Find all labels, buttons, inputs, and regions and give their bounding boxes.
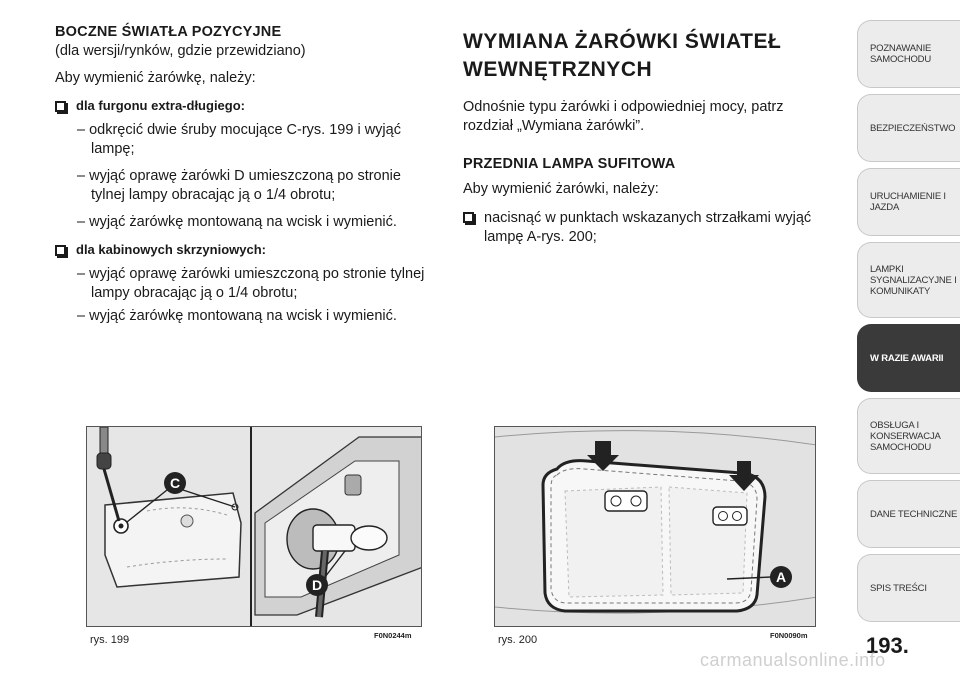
tab-label: URUCHAMIENIE I JAZDA [870, 191, 946, 213]
instruction-text: Aby wymienić żarówki, należy: [463, 181, 659, 197]
step-item: – wyjąć żarówkę montowaną na wcisk i wymienić. [77, 214, 397, 230]
bullet-label: dla kabinowych skrzyniowych: [76, 242, 266, 257]
tab-obsluga-i-konserwacja[interactable] [857, 398, 960, 474]
heading-line: WEWNĘTRZNYCH [463, 58, 653, 81]
bullet-cab-chassis [55, 242, 435, 257]
figure-199-code: F0N0244m [374, 631, 412, 640]
chapter-tabs [857, 20, 960, 628]
callout-d-label: D [311, 577, 323, 593]
tab-label: BEZPIECZEŃSTWO [870, 122, 956, 134]
tab-label: SPIS TREŚCI [870, 582, 927, 594]
figure-200-code: F0N0090m [770, 631, 808, 640]
subheading-front-ceiling-lamp: PRZEDNIA LAMPA SUFITOWA [463, 156, 676, 172]
checkbox-bullet-icon [55, 101, 66, 112]
checkbox-bullet-icon [55, 245, 66, 256]
step-item: – odkręcić dwie śruby mocujące C-rys. 199 i wyjąć lampę; [77, 122, 401, 157]
figure-200 [494, 426, 816, 627]
section-heading-side-lights: BOCZNE ŚWIATŁA POZYCYJNE [55, 24, 282, 40]
bullet-extra-long-van [55, 98, 435, 113]
tab-lampki-sygnalizacyjne[interactable] [857, 242, 960, 318]
tab-label: OBSŁUGA I KONSERWACJA SAMOCHODU [870, 419, 941, 453]
bullet-text: nacisnąć w punktach wskazanych strzałkami wyjąć lampę A-rys. 200; [484, 210, 812, 245]
callout-c-label: C [169, 475, 181, 491]
step-item: – wyjąć żarówkę montowaną na wcisk i wymienić. [77, 308, 397, 324]
tab-uruchamienie-i-jazda[interactable] [857, 168, 960, 236]
availability-note: (dla wersji/rynków, gdzie przewidziano) [55, 43, 306, 59]
ceiling-lamp-illustration [495, 427, 816, 627]
tab-spis-tresci[interactable] [857, 554, 960, 622]
watermark: carmanualsonline.info [700, 650, 886, 670]
section-heading-interior-bulbs [463, 28, 833, 84]
heading-line: WYMIANA ŻARÓWKI ŚWIATEŁ [463, 30, 782, 53]
tab-label: W RAZIE AWARII [870, 352, 944, 364]
tab-label: DANE TECHNICZNE [870, 508, 958, 520]
right-column [463, 28, 833, 247]
bullet-press-points [463, 209, 833, 247]
callout-a-label: A [775, 569, 787, 585]
checkbox-bullet-icon [463, 212, 474, 223]
bullet-label: dla furgonu extra-długiego: [76, 98, 245, 113]
intro-text: Aby wymienić żarówkę, należy: [55, 70, 256, 86]
tab-poznawanie-samochodu[interactable] [857, 20, 960, 88]
left-column [55, 24, 435, 326]
step-item: – wyjąć oprawę żarówki D umieszczoną po stronie tylnej lampy obracając ją o 1/4 obrotu; [77, 168, 401, 203]
tab-bezpieczenstwo[interactable] [857, 94, 960, 162]
tab-w-razie-awarii[interactable] [857, 324, 960, 392]
tab-dane-techniczne[interactable] [857, 480, 960, 548]
step-item: – wyjąć oprawę żarówki umieszczoną po stronie tylnej lampy obracając ją o 1/4 obrotu; [77, 266, 425, 301]
tab-label: LAMPKI SYGNALIZACYJNE I KOMUNIKATY [870, 263, 957, 297]
figure-199-caption: rys. 199 [90, 634, 130, 646]
figure-200-caption: rys. 200 [498, 634, 538, 646]
figure-199 [86, 426, 422, 627]
side-light-illustration [87, 427, 422, 627]
bulb-reference-text: Odnośnie typu żarówki i odpowiedniej mocy, patrz rozdział „Wymiana żarówki”. [463, 99, 784, 134]
tab-label: POZNAWANIE SAMOCHODU [870, 43, 932, 65]
page-number: 193 . [866, 633, 909, 659]
